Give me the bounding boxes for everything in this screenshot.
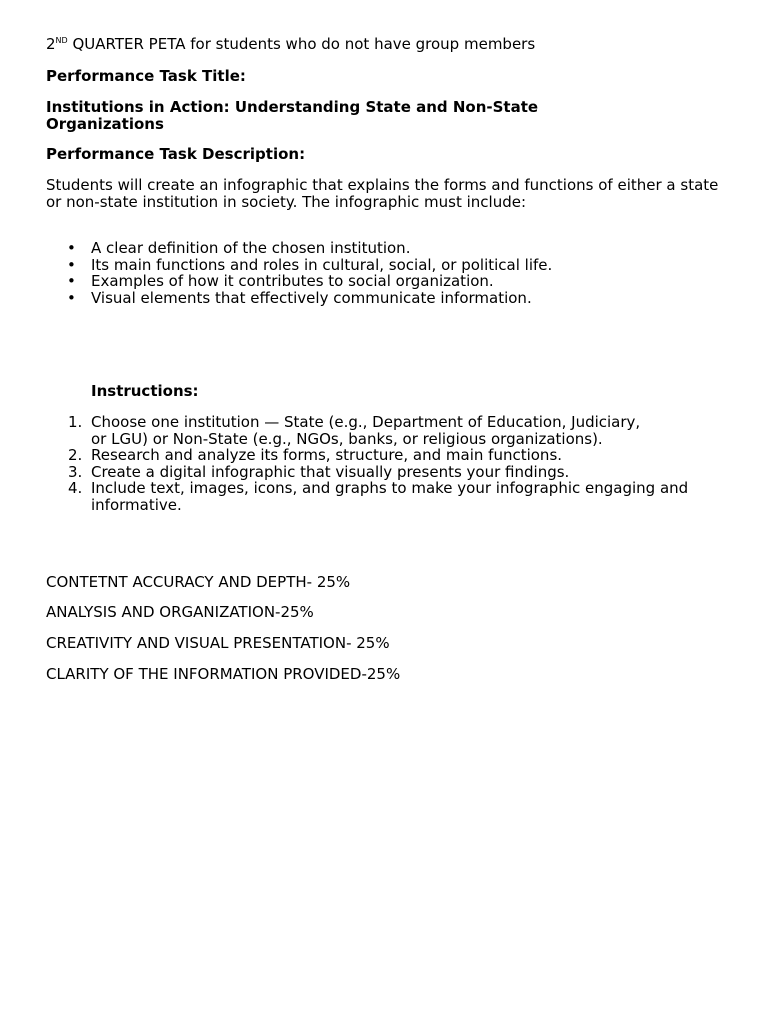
header-rest: QUARTER PETA for students who do not have group members: [67, 35, 536, 53]
list-item: [46, 273, 726, 290]
list-item: [46, 257, 726, 274]
step-text: Research and analyze its forms, structure, and main functions.: [91, 446, 563, 464]
header-prefix: 2: [46, 35, 56, 53]
step-text: Include text, images, icons, and graphs to make your infographic engaging and informative.: [91, 479, 689, 514]
step-text: Choose one institution — State (e.g., Department of Education, Judiciary, or LGU) or Non-State (e.g., NGOs, banks, or religious organizations).: [91, 413, 641, 448]
requirement-text: Visual elements that effectively communicate information.: [91, 288, 532, 307]
requirement-text: Examples of how it contributes to social organization.: [91, 272, 494, 290]
bullet-icon: •: [67, 255, 76, 274]
task-description-label: Performance Task Description:: [46, 145, 306, 163]
bullet-icon: •: [67, 272, 76, 290]
list-item: [46, 240, 726, 257]
list-item: [46, 290, 726, 307]
instructions-list: [46, 414, 726, 513]
step-number: 4.: [68, 479, 83, 497]
step-number: 3.: [68, 462, 83, 481]
bullet-icon: •: [67, 239, 76, 257]
bullet-icon: •: [67, 288, 76, 307]
document-header: [46, 36, 535, 53]
instructions-label: Instructions:: [91, 382, 199, 400]
header-superscript: ND: [55, 36, 68, 45]
step-number: 1.: [68, 413, 83, 431]
task-description: Students will create an infographic that explains the forms and functions of either a state or non-state institution in society. The infographic must include:: [46, 176, 719, 211]
task-title: Institutions in Action: Understanding State and Non-State Organizations: [46, 98, 539, 133]
requirements-list: [46, 240, 726, 306]
list-item: [46, 447, 726, 464]
step-text: Create a digital infographic that visually presents your findings.: [91, 462, 570, 481]
requirement-text: Its main functions and roles in cultural, social, or political life.: [91, 255, 553, 274]
list-item: [46, 414, 651, 447]
task-title-label: Performance Task Title:: [46, 67, 246, 85]
list-item: [46, 480, 731, 513]
criterion-analysis: ANALYSIS AND ORGANIZATION-25%: [46, 603, 314, 621]
requirement-text: A clear definition of the chosen institution.: [91, 239, 411, 257]
step-number: 2.: [68, 446, 83, 464]
criterion-clarity: CLARITY OF THE INFORMATION PROVIDED-25%: [46, 665, 401, 683]
criterion-content-accuracy: CONTETNT ACCURACY AND DEPTH- 25%: [46, 573, 351, 591]
list-item: [46, 464, 726, 481]
criterion-creativity: CREATIVITY AND VISUAL PRESENTATION- 25%: [46, 634, 390, 652]
